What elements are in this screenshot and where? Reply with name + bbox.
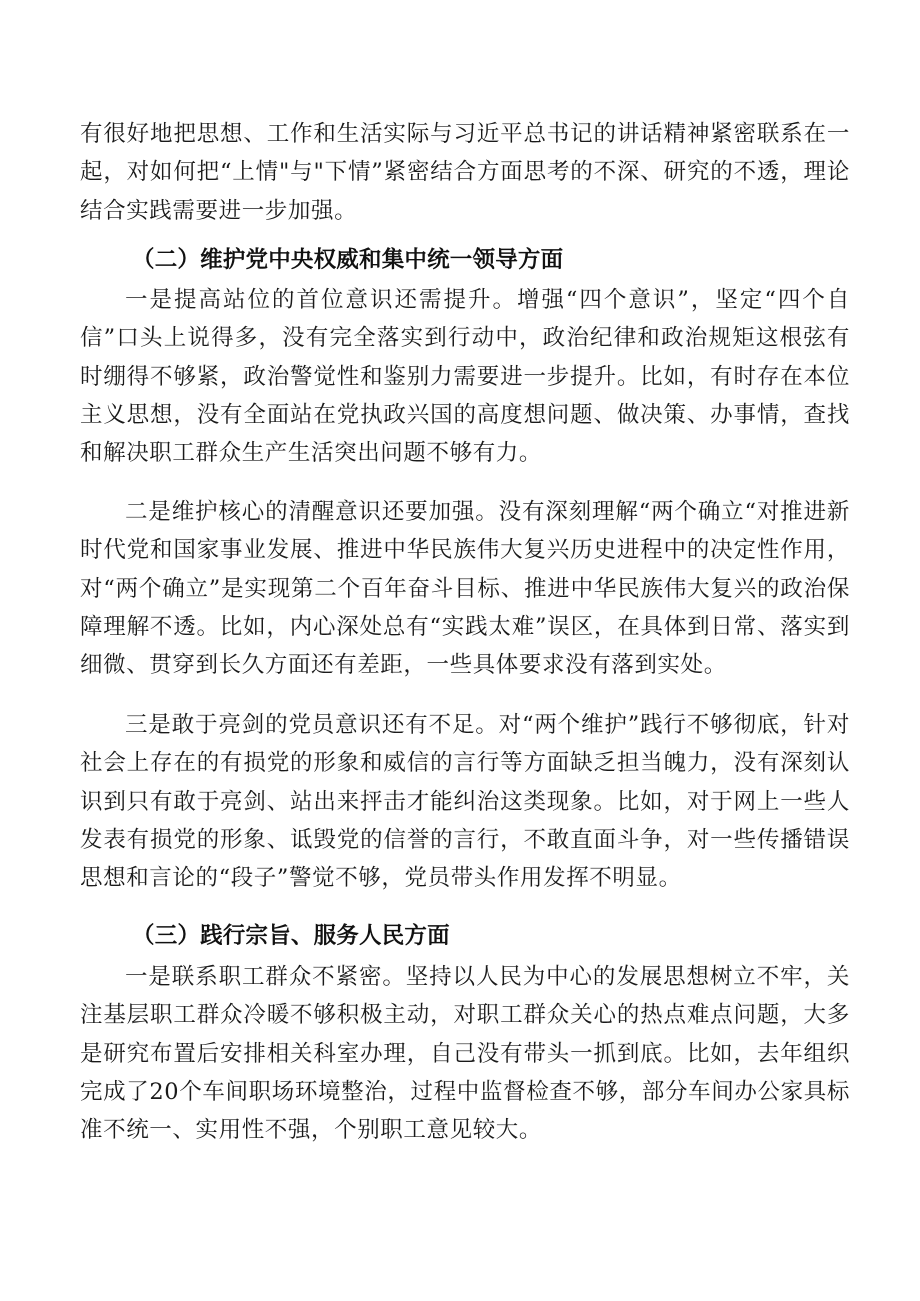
- paragraph-point-1: 一是提高站位的首位意识还需提升。增强“四个意识”，坚定“四个自信”口头上说得多，没有完全落实到行动中，政治纪律和政治规矩这根弦有时绷得不够紧，政治警觉性和鉴别力需要进一步提升。比如，有时存在本位主义思想，没有全面站在党执政兴国的高度想问题、做决策、办事情，查找和解决职工群众生产生活突出问题不够有力。: [80, 287, 850, 467]
- paragraph-point-2: 二是维护核心的清醒意识还要加强。没有深刻理解“两个确立“对推进新时代党和国家事业发展、推进中华民族伟大复兴历史进程中的决定性作用，对“两个确立”是实现第二个百年奋斗目标、推进中华民族伟大复兴的政治保障理解不透。比如，内心深处总有“实践太难”误区，在具体到日常、落实到细微、贯穿到长久方面还有差距，一些具体要求没有落到实处。: [80, 499, 850, 679]
- section-heading-3: （三）践行宗旨、服务人民方面: [132, 923, 450, 949]
- paragraph-point-3: 三是敢于亮剑的党员意识还有不足。对“两个维护”践行不够彻底，针对社会上存在的有损党的形象和威信的言行等方面缺乏担当魄力，没有深刻认识到只有敢于亮剑、站出来抨击才能纠治这类现象。比如，对于网上一些人发表有损党的形象、诋毁党的信誉的言行，不敢直面斗争，对一些传播错误思想和言论的“段子”警觉不够，党员带头作用发挥不明显。: [80, 712, 850, 892]
- section-heading-2: （二）维护党中央权威和集中统一领导方面: [132, 247, 564, 273]
- paragraph-point-4: 一是联系职工群众不紧密。坚持以人民为中心的发展思想树立不牢，关注基层职工群众冷暖不够积极主动，对职工群众关心的热点难点问题，大多是研究布置后安排相关科室办理，自己没有带头一抓到底。比如，去年组织完成了20个车间职场环境整治，过程中监督检查不够，部分车间办公家具标准不统一、实用性不强，个别职工意见较大。: [80, 964, 850, 1144]
- paragraph-continuation: 有很好地把思想、工作和生活实际与习近平总书记的讲话精神紧密联系在一起，对如何把“上情"与"下情”紧密结合方面思考的不深、研究的不透，理论结合实践需要进一步加强。: [80, 121, 850, 224]
